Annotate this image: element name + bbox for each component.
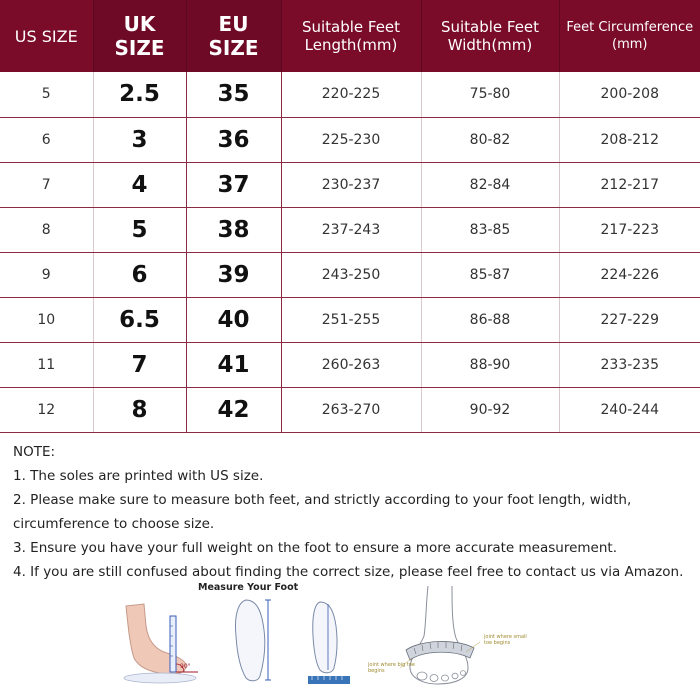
- header-feet-width: [421, 0, 559, 72]
- cell-uk-size: 5: [93, 207, 186, 252]
- cell-feet-circumference: 233-235: [559, 342, 700, 387]
- foot-length-outline-icon: [228, 596, 278, 686]
- cell-feet-circumference: 227-229: [559, 297, 700, 342]
- cell-eu-size: 41: [186, 342, 281, 387]
- cell-feet-circumference: 200-208: [559, 72, 700, 117]
- big-toe-joint-label: joint where big toe begins: [368, 662, 415, 674]
- cell-feet-circumference: 212-217: [559, 162, 700, 207]
- cell-uk-size: 6: [93, 252, 186, 297]
- cell-us-size: 5: [0, 72, 93, 117]
- cell-uk-size: 3: [93, 117, 186, 162]
- cell-feet-width: 90-92: [421, 387, 559, 432]
- cell-feet-length: 237-243: [281, 207, 421, 252]
- measure-foot-illustrations: [120, 580, 570, 692]
- foot-on-ruler-icon: [304, 596, 354, 688]
- header-feet-circumference-line2: (mm): [612, 37, 648, 52]
- note-item-3: 3. Ensure you have your full weight on the foot to ensure a more accurate measurement.: [13, 540, 618, 556]
- cell-us-size: 8: [0, 207, 93, 252]
- table-row: [0, 207, 700, 252]
- table-row: [0, 297, 700, 342]
- cell-feet-width: 75-80: [421, 72, 559, 117]
- note-item-4: 4. If you are still confused about finding the correct size, please feel free to contact us via Amazon.: [13, 564, 684, 580]
- note-item-2: 2. Please make sure to measure both feet, and strictly according to your foot length, width, circumference to choose size.: [13, 492, 632, 532]
- cell-eu-size: 42: [186, 387, 281, 432]
- foot-circumference-icon: [390, 584, 485, 690]
- table-header-row: [0, 0, 700, 72]
- table-row: [0, 387, 700, 432]
- table-row: [0, 342, 700, 387]
- cell-feet-length: 260-263: [281, 342, 421, 387]
- cell-feet-length: 263-270: [281, 387, 421, 432]
- header-feet-width-line1: Suitable Feet: [440, 18, 540, 36]
- header-feet-circumference: [559, 0, 700, 72]
- cell-feet-width: 83-85: [421, 207, 559, 252]
- cell-eu-size: 37: [186, 162, 281, 207]
- cell-feet-circumference: 208-212: [559, 117, 700, 162]
- cell-feet-width: 86-88: [421, 297, 559, 342]
- cell-eu-size: 40: [186, 297, 281, 342]
- header-feet-length-line1: Suitable Feet: [301, 18, 401, 36]
- header-uk-size: UK SIZE: [93, 0, 186, 72]
- notes-section: [13, 440, 693, 584]
- table-row: [0, 162, 700, 207]
- cell-feet-circumference: 224-226: [559, 252, 700, 297]
- header-eu-size: EU SIZE: [186, 0, 281, 72]
- cell-eu-size: 39: [186, 252, 281, 297]
- cell-feet-width: 82-84: [421, 162, 559, 207]
- cell-feet-circumference: 217-223: [559, 207, 700, 252]
- foot-side-view-icon: [120, 596, 202, 686]
- cell-uk-size: 7: [93, 342, 186, 387]
- cell-uk-size: 4: [93, 162, 186, 207]
- header-feet-length: [281, 0, 421, 72]
- header-feet-width-line2: Width(mm): [447, 36, 533, 54]
- header-feet-circumference-line1: Feet Circumference: [566, 20, 694, 35]
- cell-feet-width: 88-90: [421, 342, 559, 387]
- cell-us-size: 11: [0, 342, 93, 387]
- notes-title: NOTE:: [13, 444, 56, 460]
- cell-feet-circumference: 240-244: [559, 387, 700, 432]
- note-item-1: 1. The soles are printed with US size.: [13, 468, 264, 484]
- cell-eu-size: 35: [186, 72, 281, 117]
- table-row: [0, 252, 700, 297]
- small-toe-joint-label: joint where small toe begins: [484, 634, 527, 646]
- cell-feet-length: 220-225: [281, 72, 421, 117]
- cell-us-size: 6: [0, 117, 93, 162]
- cell-us-size: 7: [0, 162, 93, 207]
- cell-us-size: 10: [0, 297, 93, 342]
- table-row: [0, 72, 700, 117]
- cell-uk-size: 8: [93, 387, 186, 432]
- cell-us-size: 12: [0, 387, 93, 432]
- table-row: [0, 117, 700, 162]
- cell-feet-width: 85-87: [421, 252, 559, 297]
- cell-feet-length: 225-230: [281, 117, 421, 162]
- header-feet-length-line2: Length(mm): [304, 36, 398, 54]
- cell-us-size: 9: [0, 252, 93, 297]
- angle-label: 90°: [180, 663, 191, 670]
- cell-uk-size: 2.5: [93, 72, 186, 117]
- cell-uk-size: 6.5: [93, 297, 186, 342]
- cell-feet-length: 243-250: [281, 252, 421, 297]
- cell-eu-size: 38: [186, 207, 281, 252]
- header-us-size: US SIZE: [0, 0, 93, 72]
- cell-feet-length: 230-237: [281, 162, 421, 207]
- measure-foot-title: Measure Your Foot: [198, 582, 299, 593]
- cell-eu-size: 36: [186, 117, 281, 162]
- cell-feet-length: 251-255: [281, 297, 421, 342]
- cell-feet-width: 80-82: [421, 117, 559, 162]
